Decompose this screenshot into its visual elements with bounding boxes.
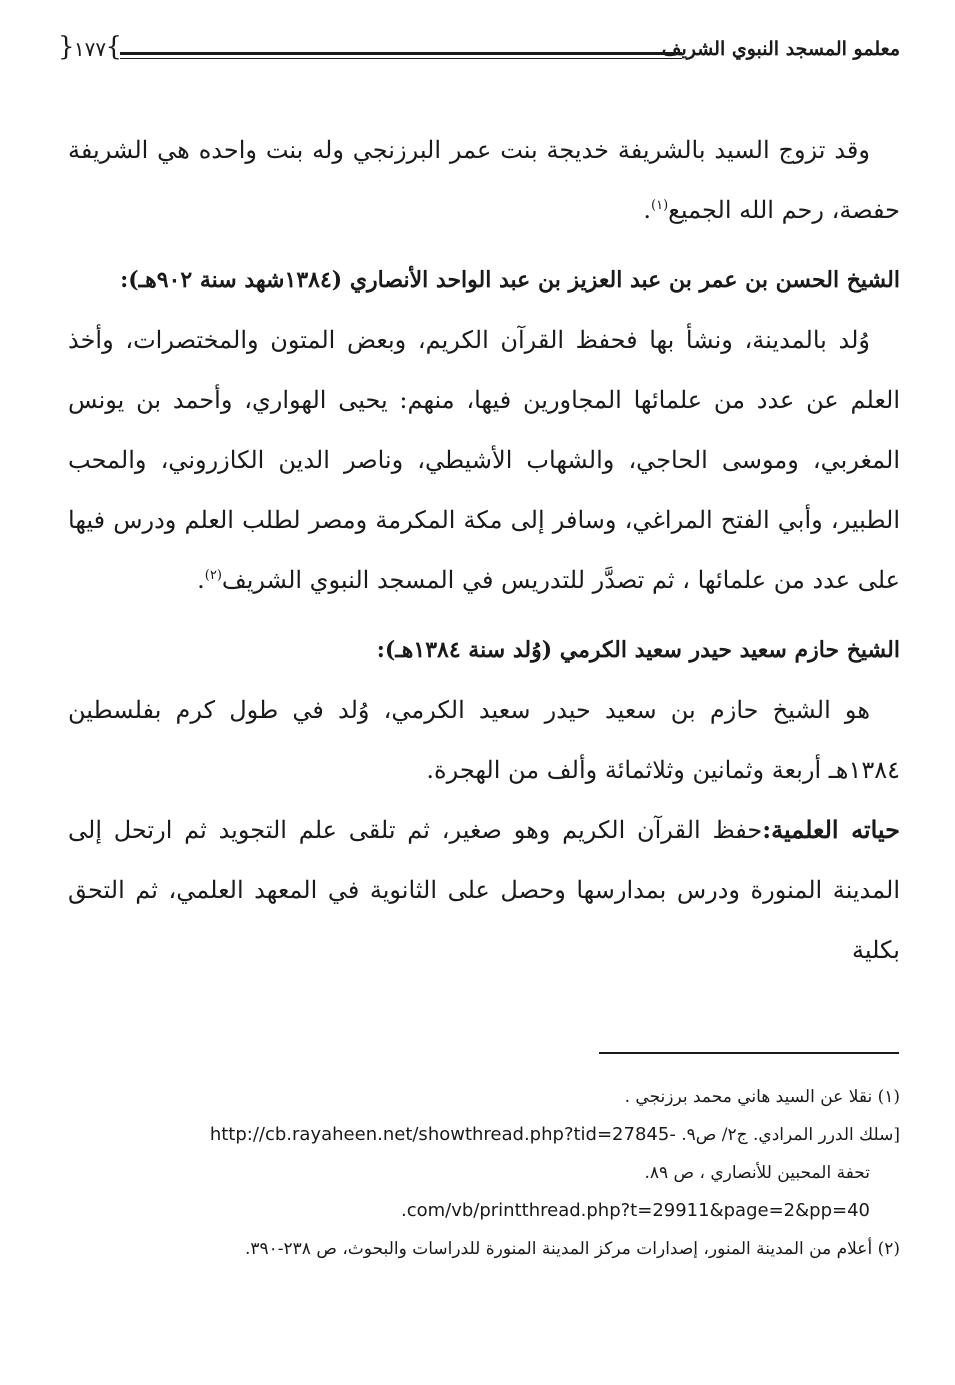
page-number: { ١٧٧ } (62, 34, 118, 64)
paragraph-3: هو الشيخ حازم بن سعيد حيدر سعيد الكرمي، وُلد في طول كرم بفلسطين ١٣٨٤هـ أربعة وثمانين وثلاثمائة وألف من الهجرة. (68, 696, 900, 784)
footnote-1: (١) نقلا عن السيد هاني محمد برزنجي . (624, 1087, 900, 1107)
footnotes (68, 1078, 900, 1268)
footnote-2-line-3 (68, 1192, 900, 1230)
footnote-2-line-1 (68, 1116, 900, 1154)
header-rule (120, 52, 682, 55)
footnote-2-source: [سلك الدرر المرادي. ج٢/ ص٩. (681, 1125, 900, 1145)
paragraph-2-text: وُلد بالمدينة، ونشأ بها فحفظ القرآن الكريم، وبعض المتون والمختصرات، وأخذ العلم عن عدد من علمائها المجاورين فيها، منهم: يحيى الهواري، وأحمد بن يونس المغربي، وموسى الحاجي، والشهاب الأشيطي، وناصر الدين الكازروني، والمحب الطبير، وأبي الفتح المراغي، وسافر إلى مكة المكرمة ومصر لطلب العلم ودرس فيها على عدد من علمائها ، ثم تصدَّر للتدريس في المسجد النبوي الشريف (68, 326, 900, 594)
footnote-ref-2[interactable]: (٢) (204, 568, 222, 583)
footnote-2-line-2: تحفة المحبين للأنصاري ، ص ٨٩. (644, 1163, 870, 1183)
paragraph-4 (68, 800, 900, 980)
footnote-2-url[interactable]: http://cb.rayaheen.net/showthread.php?tid=27845- (209, 1124, 676, 1145)
footnote-3: (٢) أعلام من المدينة المنور، إصدارات مركز المدينة المنورة للدراسات والبحوث، ص ٢٣٨-٣٩٠. (244, 1239, 900, 1259)
paragraph-2: وُلد بالمدينة، ونشأ بها فحفظ القرآن الكريم، وبعض المتون والمختصرات، وأخذ العلم عن عدد من علمائها المجاورين فيها، منهم: يحيى الهواري، وأحمد بن يونس المغربي، وموسى الحاجي، والشهاب الأشيطي، وناصر الدين الكازروني، والمحب الطبير، وأبي الفتح المراغي، وسافر إلى مكة المكرمة ومصر لطلب العلم ودرس فيها على عدد من علمائها ، ثم تصدَّر للتدريس في المسجد النبوي الشريف$^{(٢)}$. (68, 326, 900, 594)
running-title: معلمو المسجد النبوي الشريف (661, 38, 900, 60)
paragraph-1: وقد تزوج السيد بالشريفة خديجة بنت عمر البرزنجي وله بنت واحده هي الشريفة حفصة، رحم الله الجميع$^{(١)}$. (68, 136, 900, 224)
paragraph-1-text: وقد تزوج السيد بالشريفة خديجة بنت عمر البرزنجي وله بنت واحده هي الشريفة حفصة، رحم الله الجميع (68, 136, 900, 224)
footnote-separator (599, 1052, 899, 1054)
footnote-2-url-tail[interactable]: .com/vb/printthread.php?t=29911&page=2&pp=40 (400, 1200, 870, 1221)
paragraph-4-text: حفظ القرآن الكريم وهو صغير، ثم تلقى علم التجويد ثم ارتحل إلى المدينة المنورة ودرس بمدارسها وحصل على الثانوية في المعهد العلمي، ثم التحق بكلية (68, 816, 900, 964)
main-text (68, 120, 900, 980)
footnote-ref-1[interactable]: (١) (651, 198, 669, 213)
heading-hasan-ansari: الشيخ الحسن بن عمر بن عبد العزيز بن عبد الواحد الأنصاري (١٣٨٤شهد سنة ٩٠٢هـ): (120, 267, 900, 293)
heading-hazim-karmi: الشيخ حازم سعيد حيدر سعيد الكرمي (وُلد سنة ١٣٨٤هـ): (376, 637, 900, 663)
header-rule-thin (120, 58, 682, 59)
running-header (62, 30, 900, 74)
paragraph-4-label: حياته العلمية: (762, 815, 901, 844)
